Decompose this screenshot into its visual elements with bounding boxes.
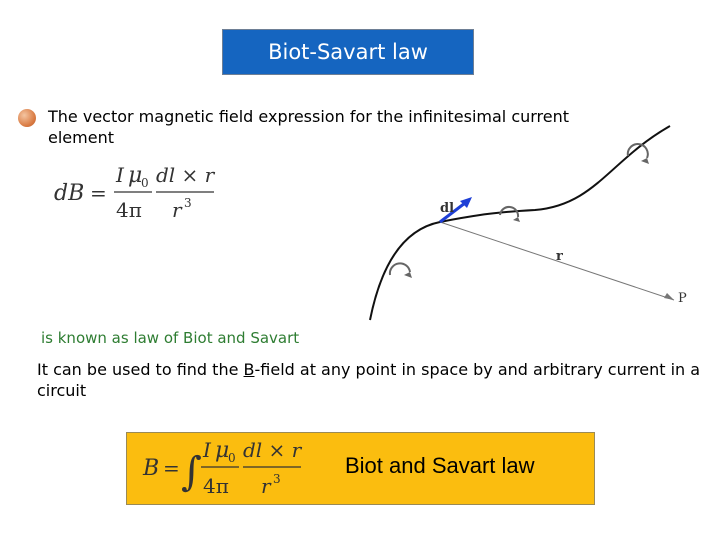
formula2-integral: ∫	[181, 449, 202, 495]
formula2-equals: =	[163, 456, 180, 480]
biot-savart-law-box	[126, 432, 595, 505]
formula2-denominator-right: r	[261, 474, 271, 498]
r-label: r	[556, 249, 563, 264]
slide-title: Biot-Savart law	[222, 29, 474, 75]
intro-text: The vector magnetic field expression for the infinitesimal current element	[48, 107, 570, 147]
biot-savart-integral-formula	[137, 435, 337, 503]
formula2-mu: μ	[215, 438, 230, 463]
dl-label: dl	[440, 201, 455, 216]
formula2-mu-sub: 0	[228, 451, 236, 465]
formula1-mu-sub: 0	[141, 176, 149, 190]
usage-text-emphasis: B	[243, 360, 255, 379]
formula1-denominator-left: 4π	[116, 198, 142, 222]
formula1-equals: =	[90, 181, 107, 205]
p-label: P	[678, 291, 687, 306]
formula2-denominator-exp: 3	[273, 472, 281, 486]
formula2-denominator-left: 4π	[203, 474, 229, 498]
formula1-denominator-right: r	[172, 198, 182, 222]
field-loop-3	[628, 144, 648, 158]
usage-text	[37, 359, 717, 401]
current-element-diagram	[360, 120, 700, 330]
usage-text-before: It can be used to find the	[37, 360, 244, 379]
formula2-current: I	[203, 438, 211, 462]
formula1-current: I	[116, 163, 124, 187]
field-loop-1	[390, 263, 410, 275]
biot-savart-differential-formula	[52, 160, 222, 230]
known-as-text: is known as law of Biot and Savart	[41, 329, 300, 347]
formula1-denominator-exp: 3	[184, 196, 192, 210]
formula1-lhs: dB	[54, 181, 85, 206]
formula2-cross-product: dl × r	[243, 438, 302, 462]
law-label: Biot and Savart law	[345, 453, 535, 478]
formula2-lhs: B	[143, 456, 160, 481]
formula1-mu: μ	[128, 163, 143, 188]
formula1-cross-product: dl × r	[156, 163, 215, 187]
usage-text-after: -field at any point in space by and arbitrary current in a circuit	[37, 360, 701, 400]
bullet-icon	[18, 109, 36, 127]
wire-curve	[370, 126, 670, 320]
r-arrowhead	[664, 293, 674, 300]
